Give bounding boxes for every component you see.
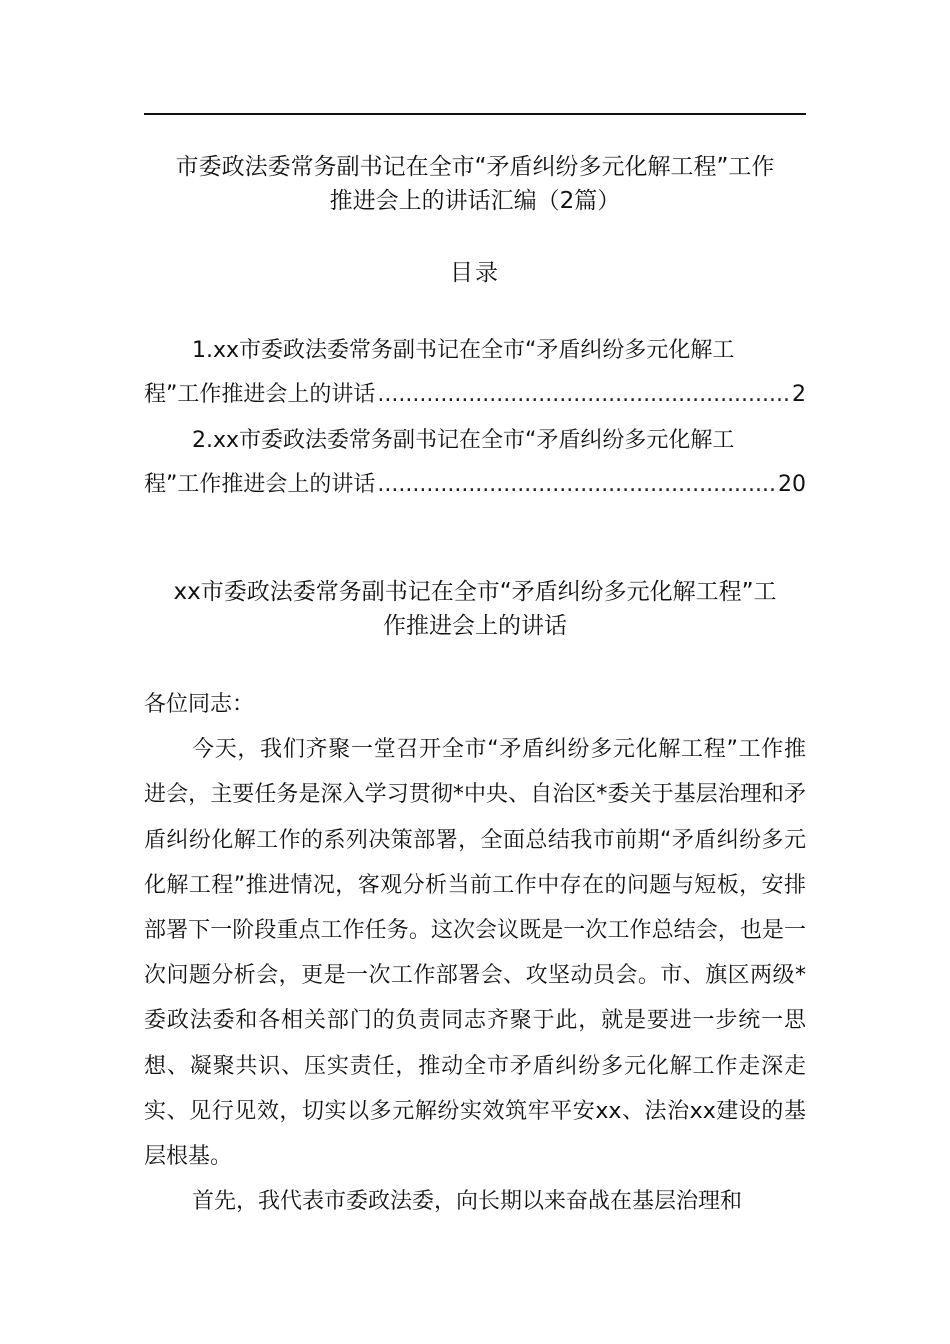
toc-entry-title-line2: 程”工作推进会上的讲话: [144, 382, 376, 407]
speech-title-line1: xx市委政法委常务副书记在全市“矛盾纠纷多元化解工程”工: [173, 579, 777, 605]
speech-title: [144, 575, 806, 643]
speech-body: [144, 682, 806, 1224]
toc-entry-title-line2: 程”工作推进会上的讲话: [144, 472, 376, 497]
toc-entry-title-line1: 1.xx市委政法委常务副书记在全市“矛盾纠纷多元化解工: [192, 338, 735, 363]
toc-entry[interactable]: [144, 422, 806, 512]
header-rule: [144, 113, 806, 115]
table-of-contents: [144, 332, 806, 512]
toc-page-number: 20: [778, 472, 806, 497]
body-paragraph: 首先，我代表市委政法委，向长期以来奋战在基层治理和: [192, 1189, 743, 1215]
toc-entry-title-line1: 2.xx市委政法委常务副书记在全市“矛盾纠纷多元化解工: [192, 428, 735, 453]
document-title-line2: 推进会上的讲话汇编（2篇）: [329, 188, 621, 214]
salutation: 各位同志：: [144, 692, 255, 717]
toc-heading: 目录: [450, 260, 500, 286]
document-title-line1: 市委政法委常务副书记在全市“矛盾纠纷多元化解工程”工作: [175, 154, 775, 180]
toc-dot-leader: [377, 376, 790, 414]
body-paragraph: 今天，我们齐聚一堂召开全市“矛盾纠纷多元化解工程”工作推进会，主要任务是深入学习贯彻*中央、自治区*委关于基层治理和矛盾纠纷化解工作的系列决策部署，全面总结我市前期“矛盾纠纷多元化解工程”推进情况，客观分析当前工作中存在的问题与短板，安排部署下一阶段重点工作任务。这次会议既是一次工作总结会，也是一次问题分析会，更是一次工作部署会、攻坚动员会。市、旗区两级*委政法委和各相关部门的负责同志齐聚于此，就是要进一步统一思想、凝聚共识、压实责任，推动全市矛盾纠纷多元化解工作走深走实、见行见效，切实以多元解纷实效筑牢平安xx、法治xx建设的基层根基。: [144, 737, 807, 1170]
toc-entry[interactable]: [144, 332, 806, 422]
toc-dot-leader: [377, 466, 776, 504]
document-title: [144, 150, 806, 218]
speech-title-line2: 作推进会上的讲话: [383, 613, 567, 639]
toc-page-number: 2: [792, 382, 806, 407]
